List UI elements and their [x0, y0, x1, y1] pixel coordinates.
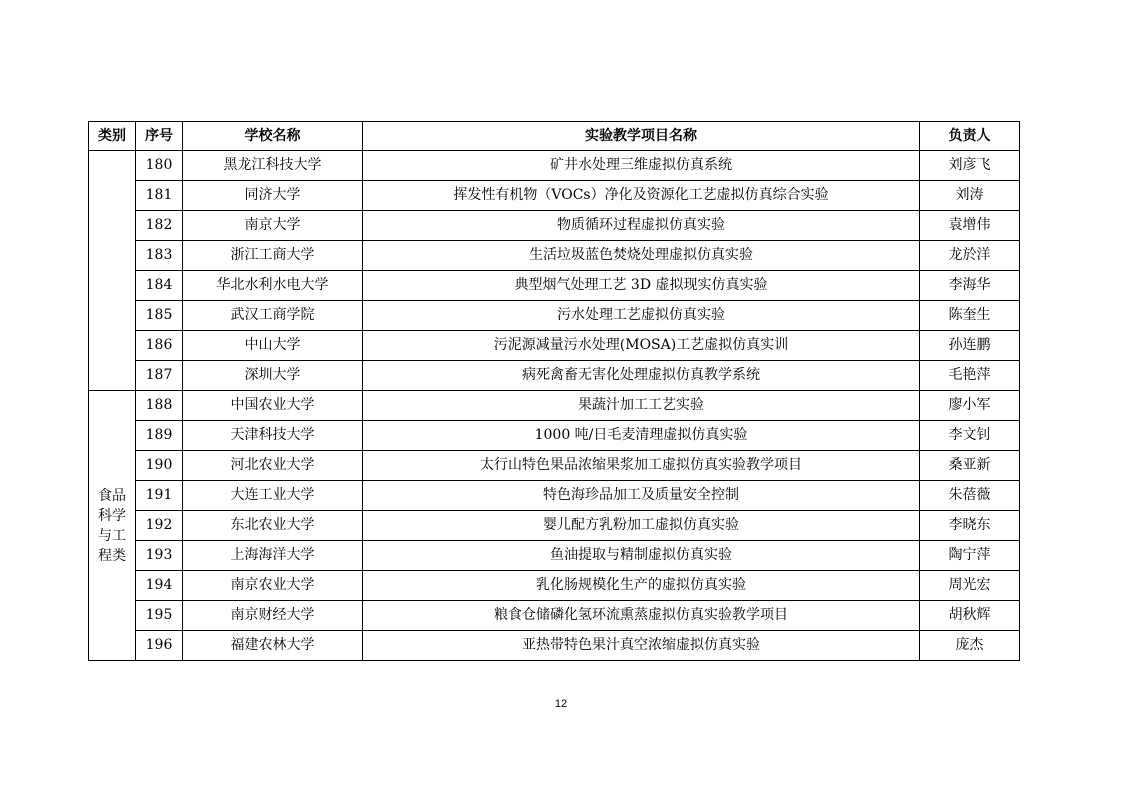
table-row [89, 481, 1020, 511]
school-name: 同济大学 [183, 181, 363, 211]
leader-name: 李海华 [920, 271, 1020, 301]
table-body [89, 151, 1020, 661]
table-row [89, 301, 1020, 331]
leader-name: 刘涛 [920, 181, 1020, 211]
school-name: 中山大学 [183, 331, 363, 361]
table-row [89, 631, 1020, 661]
row-number: 185 [136, 301, 183, 331]
project-name: 生活垃圾蓝色焚烧处理虚拟仿真实验 [363, 241, 920, 271]
school-name: 浙江工商大学 [183, 241, 363, 271]
row-number: 196 [136, 631, 183, 661]
school-name: 南京财经大学 [183, 601, 363, 631]
project-name: 1000 吨/日毛麦清理虚拟仿真实验 [363, 421, 920, 451]
row-number: 191 [136, 481, 183, 511]
project-name: 挥发性有机物（VOCs）净化及资源化工艺虚拟仿真综合实验 [363, 181, 920, 211]
leader-name: 陈奎生 [920, 301, 1020, 331]
header-category: 类别 [89, 122, 136, 151]
table-row [89, 391, 1020, 421]
leader-name: 孙连鹏 [920, 331, 1020, 361]
project-name: 污水处理工艺虚拟仿真实验 [363, 301, 920, 331]
page-number: 12 [554, 698, 568, 710]
project-name: 粮食仓储磷化氢环流熏蒸虚拟仿真实验教学项目 [363, 601, 920, 631]
table-row [89, 571, 1020, 601]
table-row [89, 451, 1020, 481]
leader-name: 周光宏 [920, 571, 1020, 601]
table-row [89, 361, 1020, 391]
leader-name: 胡秋辉 [920, 601, 1020, 631]
row-number: 180 [136, 151, 183, 181]
school-name: 武汉工商学院 [183, 301, 363, 331]
table-row [89, 241, 1020, 271]
row-number: 194 [136, 571, 183, 601]
table-row [89, 331, 1020, 361]
leader-name: 李文钊 [920, 421, 1020, 451]
leader-name: 廖小军 [920, 391, 1020, 421]
row-number: 186 [136, 331, 183, 361]
project-name: 果蔬汁加工工艺实验 [363, 391, 920, 421]
school-name: 河北农业大学 [183, 451, 363, 481]
school-name: 大连工业大学 [183, 481, 363, 511]
row-number: 183 [136, 241, 183, 271]
project-name: 太行山特色果品浓缩果浆加工虚拟仿真实验教学项目 [363, 451, 920, 481]
category-cell [89, 151, 136, 391]
row-number: 190 [136, 451, 183, 481]
leader-name: 陶宁萍 [920, 541, 1020, 571]
leader-name: 朱蓓薇 [920, 481, 1020, 511]
project-name: 乳化肠规模化生产的虚拟仿真实验 [363, 571, 920, 601]
school-name: 东北农业大学 [183, 511, 363, 541]
table-row [89, 151, 1020, 181]
leader-name: 李晓东 [920, 511, 1020, 541]
project-name: 矿井水处理三维虚拟仿真系统 [363, 151, 920, 181]
table-row [89, 601, 1020, 631]
project-name: 婴儿配方乳粉加工虚拟仿真实验 [363, 511, 920, 541]
row-number: 195 [136, 601, 183, 631]
school-name: 华北水利水电大学 [183, 271, 363, 301]
leader-name: 龙於洋 [920, 241, 1020, 271]
leader-name: 袁增伟 [920, 211, 1020, 241]
table-row [89, 211, 1020, 241]
leader-name: 刘彦飞 [920, 151, 1020, 181]
leader-name: 毛艳萍 [920, 361, 1020, 391]
row-number: 182 [136, 211, 183, 241]
school-name: 天津科技大学 [183, 421, 363, 451]
header-project: 实验教学项目名称 [363, 122, 920, 151]
school-name: 福建农林大学 [183, 631, 363, 661]
projects-table [88, 121, 1020, 661]
school-name: 南京农业大学 [183, 571, 363, 601]
header-row [89, 122, 1020, 151]
table-row [89, 511, 1020, 541]
row-number: 184 [136, 271, 183, 301]
table-row [89, 271, 1020, 301]
row-number: 188 [136, 391, 183, 421]
project-name: 典型烟气处理工艺 3D 虚拟现实仿真实验 [363, 271, 920, 301]
row-number: 192 [136, 511, 183, 541]
table-row [89, 421, 1020, 451]
school-name: 南京大学 [183, 211, 363, 241]
leader-name: 庞杰 [920, 631, 1020, 661]
row-number: 181 [136, 181, 183, 211]
project-name: 鱼油提取与精制虚拟仿真实验 [363, 541, 920, 571]
category-label: 食品科学与工程类 [98, 487, 126, 564]
table-row [89, 181, 1020, 211]
project-name: 特色海珍品加工及质量安全控制 [363, 481, 920, 511]
project-name: 污泥源减量污水处理(MOSA)工艺虚拟仿真实训 [363, 331, 920, 361]
school-name: 上海海洋大学 [183, 541, 363, 571]
project-name: 物质循环过程虚拟仿真实验 [363, 211, 920, 241]
row-number: 187 [136, 361, 183, 391]
header-leader: 负责人 [920, 122, 1020, 151]
project-name: 病死禽畜无害化处理虚拟仿真教学系统 [363, 361, 920, 391]
table-row [89, 541, 1020, 571]
school-name: 深圳大学 [183, 361, 363, 391]
row-number: 189 [136, 421, 183, 451]
row-number: 193 [136, 541, 183, 571]
header-number: 序号 [136, 122, 183, 151]
project-name: 亚热带特色果汁真空浓缩虚拟仿真实验 [363, 631, 920, 661]
leader-name: 桑亚新 [920, 451, 1020, 481]
category-cell [89, 391, 136, 661]
school-name: 中国农业大学 [183, 391, 363, 421]
header-school: 学校名称 [183, 122, 363, 151]
school-name: 黑龙江科技大学 [183, 151, 363, 181]
